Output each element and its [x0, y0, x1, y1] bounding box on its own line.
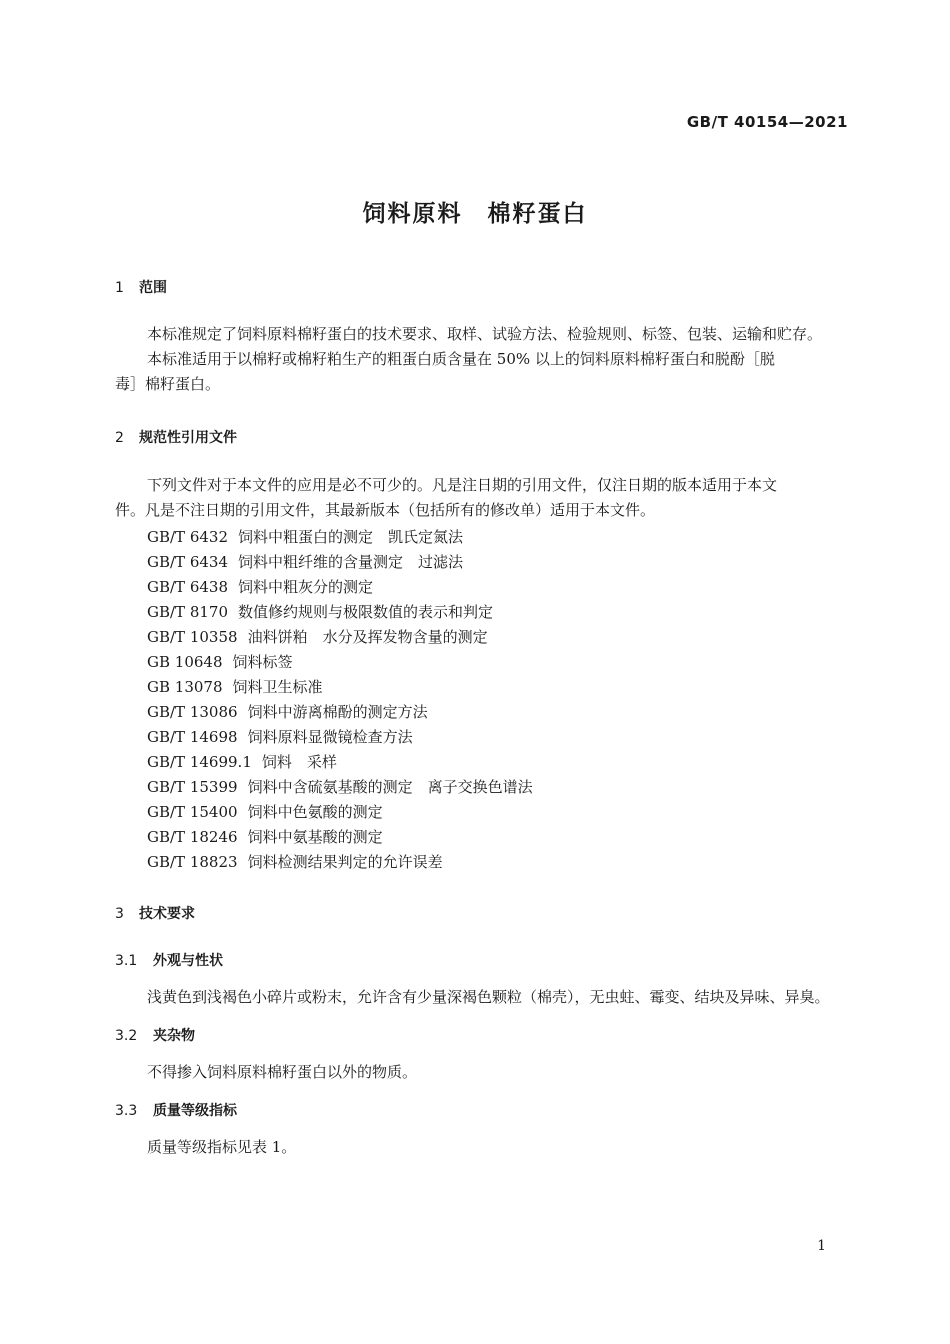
- paragraph: 质量等级指标见表 1。: [147, 1138, 297, 1156]
- reference-title: 饲料中含硫氨基酸的测定 离子交换色谱法: [247, 778, 533, 796]
- reference-item: [147, 751, 337, 772]
- reference-code: GB/T 18823: [147, 853, 238, 871]
- reference-title: 饲料中粗灰分的测定: [238, 578, 374, 596]
- subsection-number: 3.1: [115, 953, 138, 969]
- reference-code: GB/T 14699.1: [147, 753, 252, 771]
- reference-title: 饲料中游离棉酚的测定方法: [247, 703, 428, 721]
- document-code: GB/T 40154—2021: [686, 113, 848, 131]
- reference-code: GB/T 15400: [147, 803, 238, 821]
- reference-title: 饲料中粗蛋白的测定 凯氏定氮法: [238, 528, 464, 546]
- reference-code: GB/T 10358: [147, 628, 238, 646]
- section-number: 3: [115, 906, 124, 922]
- reference-title: 油料饼粕 水分及挥发物含量的测定: [247, 628, 488, 646]
- reference-item: [147, 576, 373, 597]
- subsection-3-2-heading: [115, 1025, 195, 1045]
- reference-code: GB/T 14698: [147, 728, 238, 746]
- subsection-3-3-heading: [115, 1100, 237, 1120]
- reference-title: 饲料卫生标准: [232, 678, 323, 696]
- section-number: 2: [115, 430, 124, 446]
- section-2-heading: [115, 427, 237, 447]
- reference-item: [147, 626, 488, 647]
- paragraph: 下列文件对于本文件的应用是必不可少的。凡是注日期的引用文件，仅注日期的版本适用于本文: [147, 476, 778, 494]
- section-title: 规范性引用文件: [139, 430, 237, 446]
- paragraph: 浅黄色到浅褐色小碎片或粉末，允许含有少量深褐色颗粒（棉壳），无虫蛀、霉变、结块及异味、异臭。: [147, 988, 830, 1006]
- page-number: 1: [817, 1238, 826, 1254]
- subsection-title: 夹杂物: [153, 1028, 195, 1044]
- reference-item: [147, 526, 463, 547]
- paragraph: 本标准适用于以棉籽或棉籽粕生产的粗蛋白质含量在 50% 以上的饲料原料棉籽蛋白和脱酚［脱: [147, 350, 775, 368]
- section-1-heading: [115, 277, 167, 297]
- subsection-3-1-heading: [115, 950, 223, 970]
- reference-item: [147, 726, 413, 747]
- reference-item: [147, 826, 383, 847]
- reference-code: GB 13078: [147, 678, 223, 696]
- reference-item: [147, 651, 293, 672]
- section-title: 技术要求: [139, 906, 195, 922]
- reference-title: 饲料中色氨酸的测定: [247, 803, 383, 821]
- paragraph: 本标准规定了饲料原料棉籽蛋白的技术要求、取样、试验方法、检验规则、标签、包装、运输和贮存。: [147, 325, 823, 343]
- reference-title: 饲料中粗纤维的含量测定 过滤法: [238, 553, 464, 571]
- reference-code: GB/T 8170: [147, 603, 229, 621]
- reference-title: 饲料检测结果判定的允许误差: [247, 853, 443, 871]
- reference-title: 饲料原料显微镜检查方法: [247, 728, 413, 746]
- subsection-number: 3.2: [115, 1028, 138, 1044]
- paragraph: 不得掺入饲料原料棉籽蛋白以外的物质。: [147, 1063, 418, 1081]
- page-title: 饲料原料 棉籽蛋白: [362, 201, 588, 227]
- reference-item: [147, 776, 533, 797]
- reference-code: GB/T 15399: [147, 778, 238, 796]
- reference-code: GB/T 13086: [147, 703, 238, 721]
- reference-code: GB 10648: [147, 653, 223, 671]
- subsection-title: 质量等级指标: [153, 1103, 237, 1119]
- reference-code: GB/T 6434: [147, 553, 229, 571]
- section-number: 1: [115, 280, 124, 296]
- paragraph-continuation: 毒］棉籽蛋白。: [115, 375, 221, 393]
- reference-item: [147, 551, 463, 572]
- reference-title: 饲料中氨基酸的测定: [247, 828, 383, 846]
- subsection-title: 外观与性状: [153, 953, 223, 969]
- reference-title: 饲料 采样: [261, 753, 337, 771]
- reference-item: [147, 851, 443, 872]
- reference-item: [147, 801, 383, 822]
- reference-item: [147, 676, 323, 697]
- reference-code: GB/T 6432: [147, 528, 229, 546]
- paragraph-continuation: 件。凡是不注日期的引用文件，其最新版本（包括所有的修改单）适用于本文件。: [115, 501, 656, 519]
- subsection-number: 3.3: [115, 1103, 138, 1119]
- section-title: 范围: [139, 280, 167, 296]
- reference-code: GB/T 18246: [147, 828, 238, 846]
- reference-code: GB/T 6438: [147, 578, 229, 596]
- reference-item: [147, 601, 493, 622]
- reference-title: 饲料标签: [232, 653, 293, 671]
- reference-item: [147, 701, 428, 722]
- reference-title: 数值修约规则与极限数值的表示和判定: [238, 603, 494, 621]
- section-3-heading: [115, 903, 195, 923]
